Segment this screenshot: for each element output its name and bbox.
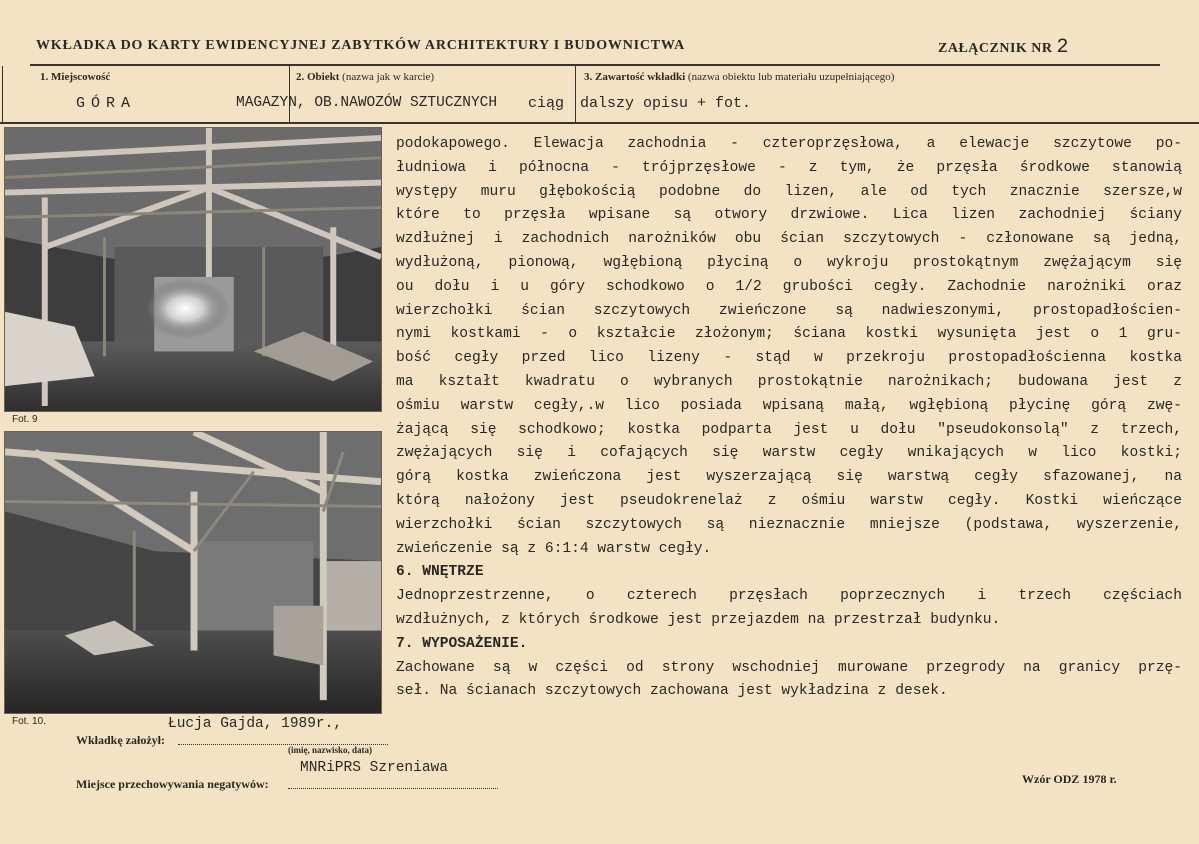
text-line: podokapowego. Elewacja zachodnia - czteroprzęsłowa, a elewacje szczytowe po- [396,136,1182,152]
attachment-label: ZAŁĄCZNIK NR [938,41,1053,56]
author-sublabel: (imię, nazwisko, data) [288,745,372,755]
negatives-value: MNRiPRS Szreniawa [300,760,448,776]
continuation-mark: ciąg [528,95,565,112]
left-card-edge [2,66,3,122]
text-line: wierzchołki ścian szczytowych zwieńczone są nadwieszonymi, prostopadłościen- [396,302,1182,319]
attachment-number-value: 2 [1056,36,1070,59]
section-7-heading: 7. WYPOSAŻENIE. [396,635,528,652]
form-version: Wzór ODZ 1978 r. [1022,772,1117,786]
content-value: dalszy opisu + fot. [580,95,752,112]
text-line: wierzchołki ścian szczytowych są nieznacznie mniejsze (podstawa, wyszerzenie, [396,516,1182,533]
place-value: GÓRA [76,95,137,112]
attachment-number [938,36,1069,59]
photo-9 [4,127,382,412]
text-line: bość cegły przed lico lizeny - stąd w przekroju prostopadłościenna kostka [396,350,1182,367]
text-line: seł. Na ścianach szczytowych zachowana jest wykładzina z desek. [396,683,948,700]
object-value: MAGAZYN, OB.NAWOZÓW SZTUCZNYCH [236,95,498,111]
negatives-label: Miejsce przechowywania negatywów: [76,777,269,791]
negatives-dotted-line [288,788,498,789]
author-value: Łucja Gajda, 1989r., [168,716,343,732]
section-6-heading: 6. WNĘTRZE [396,564,484,581]
field-divider-1 [289,66,290,122]
text-line: ma kształt kwadratu o wybranych prostokątnie narożnikach; budowana jest z [396,373,1182,390]
header-rule-top [30,64,1160,66]
photo-10 [4,431,382,714]
text-line: Jednoprzestrzenne, o czterech przęsłach poprzecznych i trzech częściach [396,588,1182,605]
description-text [396,133,1182,704]
text-line: nymi kostkami - o kształcie złożonym; ściana kostki wysunięta jest o 1 gru- [396,326,1182,343]
text-line: którą nałożony jest pseudokrenelaż z ośmiu warstw cegły. Kostki wieńczące [396,492,1182,509]
text-line: wzdłużnych, z których środkowe jest przejazdem na przestrzał budynku. [396,611,1001,628]
object-label: 2. Obiekt (nazwa jak w karcie) [296,71,435,83]
text-line: zwieńczenie są z 6:1:4 warstw cegły. [396,540,712,557]
text-line: występy muru głębokością podobne do lizen, ale od tych znacznie szersze,w [396,183,1182,200]
barn-interior-photo-icon [5,432,381,713]
barn-interior-photo-icon [5,128,381,411]
text-line: żającą się schodkowo; kostka podparta jest u dołu "pseudokonsolą" z trzech, [396,421,1182,438]
photo-10-caption: Fot. 10. [12,716,46,727]
text-line: wzdłużnej i zachodnich narożników obu ścian szczytowych - członowane są jedną, [396,231,1182,248]
text-line: ośmiu warstw cegły,.w lico posiada wpisaną małą, wgłębioną płycinę górą zwę- [396,397,1182,414]
text-line: ou dołu i u góry schodkowo o 1/2 grubości cegły. Zachodnie narożniki oraz [396,278,1182,295]
card-title: WKŁADKA DO KARTY EWIDENCYJNEJ ZABYTKÓW ARCHITEKTURY I BUDOWNICTWA [36,38,686,53]
photo-9-caption: Fot. 9 [12,414,38,425]
text-line: wydłużoną, pionową, wgłębioną płyciną o wykroju prostokątnym zwężającym się [396,254,1182,271]
header-rule-bottom [0,122,1199,124]
place-label: 1. Miejscowość [40,71,111,83]
text-line: łudniowa i północna - trójprzęsłowe - z tym, że przęsła środkowe stanowią [396,159,1182,176]
author-label: Wkładkę założył: [76,733,165,747]
text-line: zwężających się i cofających się warstw cegły wnikających w lico kostki; [396,445,1182,462]
text-line: górą kostka zwieńczona jest wyszerzającą się warstwą cegły sfazowanej, na [396,469,1182,486]
content-label: 3. Zawartość wkładki (nazwa obiektu lub materiału uzupełniającego) [584,71,895,83]
text-line: Zachowane są w części od strony wschodniej murowane przegrody na granicy przę- [396,659,1182,676]
text-line: które to przęsła wpisane są otwory drzwiowe. Lica lizen zachodniej ściany [396,207,1182,224]
field-divider-2 [575,66,576,122]
